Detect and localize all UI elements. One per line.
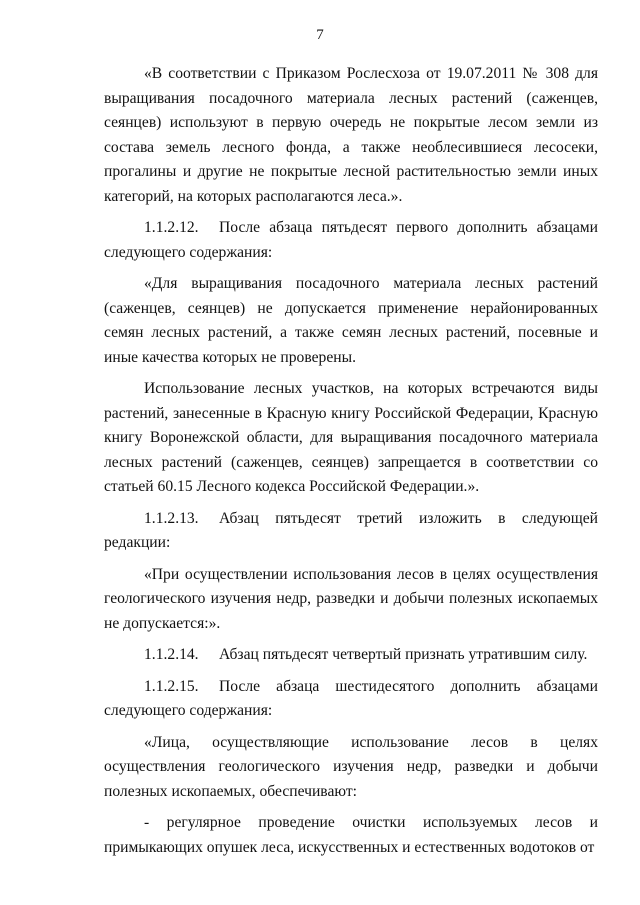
clause-number: 1.1.2.13. — [144, 509, 199, 527]
clause-text: После абзаца шестидесятого дополнить абзацами следующего содержания: — [104, 677, 598, 719]
clause-number: 1.1.2.15. — [144, 677, 199, 695]
clause-text: Абзац пятьдесят четвертый признать утратившим силу. — [219, 646, 588, 663]
clause-text: После абзаца пятьдесят первого дополнить абзацами следующего содержания: — [104, 219, 598, 261]
paragraph-2 — [104, 216, 598, 265]
paragraph-10: - регулярное проведение очистки используемых лесов и примыкающих опушек леса, искусственных и естественных водотоков от — [104, 814, 598, 856]
clause-number: 1.1.2.14. — [144, 646, 199, 663]
paragraph-6: «При осуществлении использования лесов в целях осуществления геологического изучения недр, разведки и добычи полезных ископаемых не допускается:». — [104, 565, 598, 632]
paragraph-7 — [104, 643, 598, 668]
paragraph-3: «Для выращивания посадочного материала лесных растений (саженцев, сеянцев) не допускается применение нерайонированных семян лесных растений, а также семян лесных растений, посевные и иные качества которых не проверены. — [104, 275, 598, 366]
paragraph-1: «В соответствии с Приказом Рослесхоза от 19.07.2011 № 308 для выращивания посадочного материала лесных растений (саженцев, сеянцев) используют в первую очередь не покрытые лесом земли из состава земель лесного фонда, а также необлесившиеся лесосеки, прогалины и другие не покрытые лесной растительностью земли иных категорий, на которых располагаются леса.». — [104, 65, 598, 205]
paragraph-5 — [104, 507, 598, 556]
paragraph-4: Использование лесных участков, на которых встречаются виды растений, занесенные в Красную книгу Российской Федерации, Красную книгу Воронежской области, для выращивания посадочного материала лесных растений (саженцев, сеянцев) запрещается в соответствии со статьей 60.15 Лесного кодекса Российской Федерации.». — [104, 380, 598, 495]
document-body — [104, 62, 598, 860]
paragraph-8 — [104, 675, 598, 724]
page-number: 7 — [316, 27, 324, 43]
clause-text: Абзац пятьдесят третий изложить в следующей редакции: — [104, 509, 598, 551]
paragraph-9: «Лица, осуществляющие использование лесов в целях осуществления геологического изучения недр, разведки и добычи полезных ископаемых, обеспечивают: — [104, 733, 598, 800]
clause-number: 1.1.2.12. — [144, 219, 199, 236]
